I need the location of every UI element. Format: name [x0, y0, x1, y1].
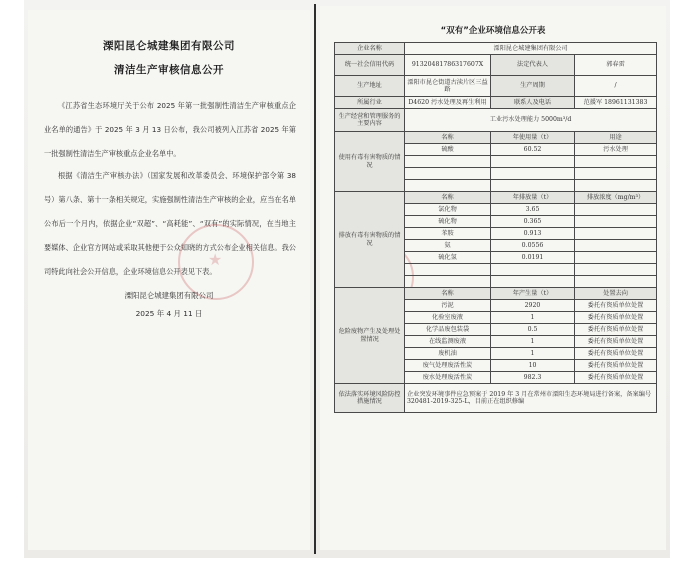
use-header-purpose: 用途	[575, 132, 657, 144]
scope-label: 生产经营和管理服务的主要内容	[335, 109, 405, 132]
waste-cell-name: 废机油	[405, 348, 491, 360]
emission-header-name: 名称	[405, 192, 491, 204]
empty-cell	[575, 168, 657, 180]
cycle-value: /	[575, 76, 657, 97]
waste-cell-name: 化验室废液	[405, 312, 491, 324]
table-row	[335, 192, 657, 204]
emission-cell-amount: 0.913	[491, 228, 575, 240]
empty-cell	[491, 180, 575, 192]
waste-cell-destination: 委托有资质单位处置	[575, 312, 657, 324]
waste-cell-name: 废气处理废活性炭	[405, 360, 491, 372]
emission-cell-amount: 0.365	[491, 216, 575, 228]
emission-cell-name: 硫化氢	[405, 252, 491, 264]
emission-cell-concentration	[575, 216, 657, 228]
risk-control-value: 企业突发环境事件应急预案于 2019 年 3 月在常州市溧阳生态环境局进行备案，备案编号 320481-2019-325-L，目前正在组织修编	[405, 384, 657, 413]
credit-code-label: 统一社会信用代码	[335, 55, 405, 76]
use-header-name: 名称	[405, 132, 491, 144]
company-heading: 溧阳昆仑城建集团有限公司	[103, 40, 235, 52]
contact-value: 范援军 18961131383	[575, 97, 657, 109]
table-row	[335, 288, 657, 300]
table-row	[335, 76, 657, 97]
company-name-label: 企业名称	[335, 43, 405, 55]
waste-cell-amount: 982.3	[491, 372, 575, 384]
emission-cell-amount: 3.65	[491, 204, 575, 216]
waste-cell-name: 废水处理废活性炭	[405, 372, 491, 384]
table-row	[335, 97, 657, 109]
use-header-amount: 年使用量（t）	[491, 132, 575, 144]
address-label: 生产地址	[335, 76, 405, 97]
waste-cell-amount: 0.5	[491, 324, 575, 336]
announcement-paragraph-2: 根据《清洁生产审核办法》（国家发展和改革委员会、环境保护部令第 38 号）第八条、第十一条相关规定，实施强制性清洁生产审核的企业，应当在名单公布后一个月内，依据企业“双超”、“高耗能”、“双有”的实际情况，在当地主要媒体、企业官方网站或采取其他便于公众知晓的方式公布企业相关信息。我公司特此向社会公开信息，企业环境信息公开表见下表。	[44, 171, 296, 276]
table-row	[335, 109, 657, 132]
scope-value: 工业污水处理能力 5000m³/d	[405, 109, 657, 132]
emission-section-label: 排放有毒有害物质的情况	[335, 192, 405, 288]
empty-cell	[491, 156, 575, 168]
address-value: 溧阳市昆仑街道古渎片区三益路	[405, 76, 491, 97]
emission-cell-amount: 0.0556	[491, 240, 575, 252]
emission-cell-name: 氯化物	[405, 204, 491, 216]
waste-cell-destination: 委托有资质单位处置	[575, 324, 657, 336]
signature-date: 2025 年 4 月 11 日	[135, 309, 203, 318]
empty-cell	[405, 264, 491, 276]
waste-cell-amount: 1	[491, 348, 575, 360]
empty-cell	[575, 276, 657, 288]
emission-header-concentration: 排放浓度（mg/m³）	[575, 192, 657, 204]
use-section-label: 使用有毒有害物质的情况	[335, 132, 405, 192]
use-cell-name: 硫酸	[405, 144, 491, 156]
use-cell-amount: 60.52	[491, 144, 575, 156]
emission-cell-name: 苯胺	[405, 228, 491, 240]
page-divider	[314, 4, 316, 554]
waste-cell-amount: 1	[491, 312, 575, 324]
table-row	[335, 55, 657, 76]
waste-header-amount: 年产生量（t）	[491, 288, 575, 300]
legal-rep-label: 法定代表人	[491, 55, 575, 76]
waste-cell-destination: 委托有资质单位处置	[575, 360, 657, 372]
emission-cell-name: 硫化物	[405, 216, 491, 228]
form-title: “双有”企业环境信息公开表	[440, 26, 546, 36]
company-name-value: 溧阳昆仑城建集团有限公司	[405, 43, 657, 55]
announcement-page	[28, 10, 310, 550]
use-cell-purpose: 污水处理	[575, 144, 657, 156]
emission-cell-name: 氨	[405, 240, 491, 252]
risk-control-label: 依法落实环境风险防控措施情况	[335, 384, 405, 413]
waste-cell-destination: 委托有资质单位处置	[575, 348, 657, 360]
empty-cell	[575, 180, 657, 192]
empty-cell	[491, 264, 575, 276]
company-seal: ★	[178, 224, 254, 300]
emission-cell-amount: 0.0191	[491, 252, 575, 264]
waste-cell-name: 化学品废包装袋	[405, 324, 491, 336]
industry-value: D4620 污水处理及再生利用	[405, 97, 491, 109]
waste-cell-amount: 2920	[491, 300, 575, 312]
announcement-title: 清洁生产审核信息公开	[114, 64, 224, 76]
empty-cell	[405, 276, 491, 288]
emission-header-amount: 年排放量（t）	[491, 192, 575, 204]
empty-cell	[575, 264, 657, 276]
emission-cell-concentration	[575, 252, 657, 264]
waste-header-destination: 处置去向	[575, 288, 657, 300]
waste-cell-destination: 委托有资质单位处置	[575, 300, 657, 312]
table-row	[335, 43, 657, 55]
empty-cell	[491, 168, 575, 180]
disclosure-form-page	[320, 6, 666, 550]
empty-cell	[575, 156, 657, 168]
empty-cell	[491, 276, 575, 288]
legal-rep-value: 郭春雷	[575, 55, 657, 76]
emission-cell-concentration	[575, 204, 657, 216]
waste-cell-destination: 委托有资质单位处置	[575, 372, 657, 384]
waste-header-name: 名称	[405, 288, 491, 300]
contact-label: 联系人及电话	[491, 97, 575, 109]
empty-cell	[405, 168, 491, 180]
waste-cell-name: 污泥	[405, 300, 491, 312]
emission-cell-concentration	[575, 228, 657, 240]
environmental-info-table	[334, 42, 657, 413]
emission-cell-concentration	[575, 240, 657, 252]
waste-cell-amount: 1	[491, 336, 575, 348]
waste-cell-name: 在线监测废液	[405, 336, 491, 348]
empty-cell	[405, 180, 491, 192]
waste-section-label: 危险废物产生及处理处置情况	[335, 288, 405, 384]
credit-code-value: 91320481786317607X	[405, 55, 491, 76]
signature-company: 溧阳昆仑城建集团有限公司	[124, 291, 214, 300]
table-row	[335, 384, 657, 413]
waste-cell-destination: 委托有资质单位处置	[575, 336, 657, 348]
industry-label: 所属行业	[335, 97, 405, 109]
announcement-paragraph-1: 《江苏省生态环境厅关于公布 2025 年第一批强制性清洁生产审核重点企业名单的通告》于 2025 年 3 月 13 日公布，我公司被列入江苏省 2025 年第一批强制性清洁生产审核重点企业名单中。	[44, 101, 296, 158]
empty-cell	[405, 156, 491, 168]
cycle-label: 生产周期	[491, 76, 575, 97]
waste-cell-amount: 10	[491, 360, 575, 372]
table-row	[335, 132, 657, 144]
